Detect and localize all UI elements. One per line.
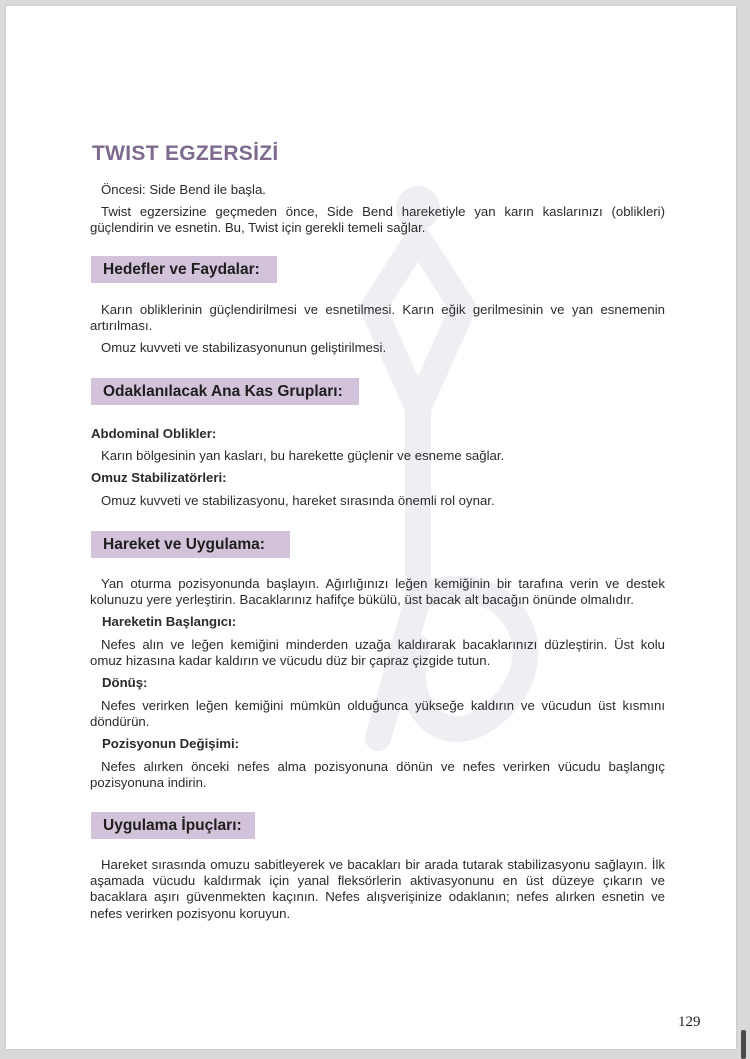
page-number: 129 — [678, 1014, 701, 1030]
section-heading-tips: Uygulama İpuçları: — [91, 812, 255, 839]
intro-line-2: Twist egzersizine geçmeden önce, Side Bend hareketiyle yan karın kaslarınızı (oblikleri) güçlendirin ve esnetin. Bu, Twist için gerekli temeli sağlar. — [90, 204, 665, 236]
movement-turn-label: Dönüş: — [102, 675, 148, 690]
movement-turn-text: Nefes verirken leğen kemiğini mümkün olduğunca yükseğe kaldırın ve vücudun üst kısmını döndürün. — [90, 698, 665, 730]
page-title: TWIST EGZERSİZİ — [92, 142, 279, 165]
scrollbar-thumb[interactable] — [741, 1030, 746, 1059]
movement-change-label: Pozisyonun Değişimi: — [102, 736, 240, 751]
movement-paragraph: Yan oturma pozisyonunda başlayın. Ağırlığınızı leğen kemiğinin bir tarafına verin ve destek kolunuzu yere yerleştirin. Bacaklarınız hafifçe bükülü, üst bacak alt bacağın önünde olmalıdır. — [90, 576, 665, 608]
section-heading-goals: Hedefler ve Faydalar: — [91, 256, 277, 283]
muscle-text-shoulder: Omuz kuvveti ve stabilizasyonu, hareket sırasında önemli rol oynar. — [101, 493, 495, 508]
movement-start-label: Hareketin Başlangıcı: — [102, 614, 237, 629]
movement-start-text: Nefes alın ve leğen kemiğini minderden uzağa kaldırarak bacaklarınızı düzleştirin. Üst kolu omuz hizasına kadar kaldırın ve vücudu düz bir çapraz çizgide tutun. — [90, 637, 665, 669]
goals-paragraph-2: Omuz kuvveti ve stabilizasyonunun geliştirilmesi. — [101, 340, 387, 355]
muscle-label-obliques: Abdominal Oblikler: — [91, 426, 217, 441]
goals-paragraph-1: Karın obliklerinin güçlendirilmesi ve esnetilmesi. Karın eğik gerilmesinin ve yan esnemenin artırılması. — [90, 302, 665, 334]
document-page — [6, 6, 736, 1049]
section-heading-movement: Hareket ve Uygulama: — [91, 531, 290, 558]
intro-line-1: Öncesi: Side Bend ile başla. — [101, 182, 266, 197]
tips-paragraph: Hareket sırasında omuzu sabitleyerek ve bacakları bir arada tutarak stabilizasyonu sağlayın. İlk aşamada vücudu kaldırmak için yanal fleksörlerin aktivasyonunu en üst düzeye çıkarın ve bacaklara aşırı güvenmekten kaçının. Nefes alışverişinize odaklanın; nefes alırken esnetin ve nefes verirken pozisyonu koruyun. — [90, 857, 665, 921]
section-heading-muscles: Odaklanılacak Ana Kas Grupları: — [91, 378, 359, 405]
muscle-label-shoulder: Omuz Stabilizatörleri: — [91, 470, 227, 485]
muscle-text-obliques: Karın bölgesinin yan kasları, bu harekette güçlenir ve esneme sağlar. — [101, 448, 505, 463]
movement-change-text: Nefes alırken önceki nefes alma pozisyonuna dönün ve nefes verirken vücudu başlangıç pozisyonuna indirin. — [90, 759, 665, 791]
